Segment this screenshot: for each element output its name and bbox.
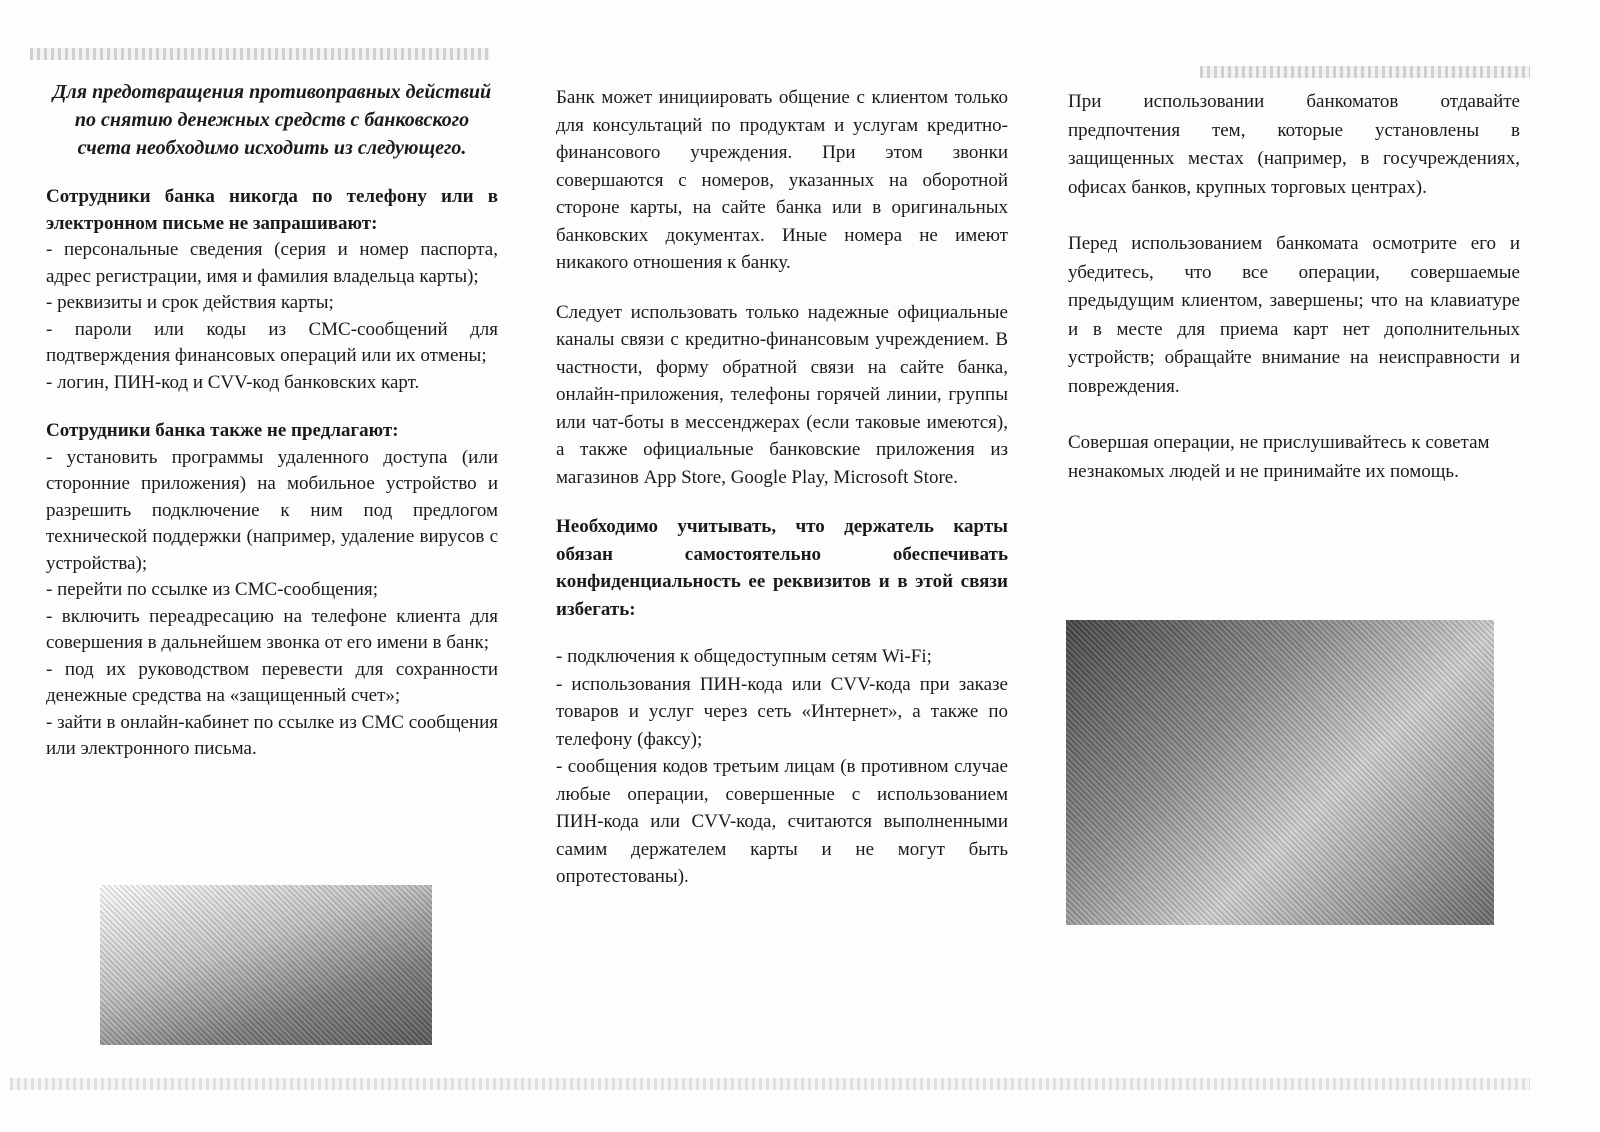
column-left [46, 78, 498, 763]
column-right [1068, 88, 1520, 508]
photo-card-in-hand [100, 885, 432, 1045]
scan-artifact-top-left [30, 48, 490, 60]
list-item: - зайти в онлайн-кабинет по ссылке из СМС сообщения или электронного письма. [46, 711, 498, 759]
scan-artifact-bottom [10, 1078, 1530, 1090]
section-heading-avoid: Необходимо учитывать, что держатель карты обязан самостоятельно обеспечивать конфиденциальность ее реквизитов и в этой связи избегать: [556, 516, 1008, 620]
list-item: - установить программы удаленного доступа (или сторонние приложения) на мобильное устройство и разрешить подключение к ним под предлогом технической поддержки (например, удаление вирусов с устройства); [46, 446, 498, 574]
photo-atm-keypad [1066, 620, 1494, 925]
paragraph-strangers: Совершая операции, не прислушивайтесь к советам незнакомых людей и не принимайте их помощь. [1068, 432, 1490, 482]
paragraph-bank-contact: Банк может инициировать общение с клиентом только для консультаций по продуктам и услугам кредитно-финансового учреждения. При этом звонки совершаются с номеров, указанных на оборотной стороне карты, на сайте банка или в оригинальных банковских документах. Иные номера не имеют никакого отношения к банку. [556, 87, 1008, 273]
list-item: - подключения к общедоступным сетям Wi-Fi; [556, 646, 932, 667]
list-item: - пароли или коды из СМС-сообщений для подтверждения финансовых операций или их отмены; [46, 318, 498, 366]
list-item: - под их руководством перевести для сохранности денежные средства на «защищенный счет»; [46, 658, 498, 706]
paragraph-atm-inspection: Перед использованием банкомата осмотрите его и убедитесь, что все операции, совершаемые предыдущим клиентом, завершены; что на клавиатуре и в месте для приема карт нет дополнительных устройств; обращайте внимание на неисправности и повреждения. [1068, 233, 1520, 397]
section-heading-never-ask: Сотрудники банка никогда по телефону или в электронном письме не запрашивают: [46, 186, 498, 234]
list-item: - логин, ПИН-код и CVV-код банковских карт. [46, 371, 420, 393]
list-item: - реквизиты и срок действия карты; [46, 292, 334, 313]
list-item: - персональные сведения (серия и номер паспорта, адрес регистрации, имя и фамилия владельца карты); [46, 239, 498, 287]
document-title: Для предотвращения противоправных действий по снятию денежных средств с банковского счета необходимо исходить из следующего. [52, 81, 492, 159]
scan-artifact-top-right [1200, 66, 1530, 78]
paragraph-official-channels: Следует использовать только надежные официальные каналы связи с кредитно-финансовым учреждением. В частности, форму обратной связи на сайте банка, онлайн-приложения, телефоны горячей линии, группы или чат-боты в мессенджерах (если таковые имеются), а также официальные банковские приложения из магазинов App Store, Google Play, Microsoft Store. [556, 301, 1008, 488]
paragraph-atm-location: При использовании банкоматов отдавайте предпочтения тем, которые установлены в защищенных местах (например, в госучреждениях, офисах банков, крупных торговых центрах). [1068, 91, 1520, 198]
list-item: - использования ПИН-кода или CVV-кода при заказе товаров и услуг через сеть «Интернет», а также по телефону (факсу); [556, 673, 1008, 750]
list-item: - включить переадресацию на телефоне клиента для совершения в дальнейшем звонка от его имени в банк; [46, 605, 498, 653]
list-item: - сообщения кодов третьим лицам (в противном случае любые операции, совершенные с использованием ПИН-кода или CVV-кода, считаются выполненными самим держателем карты и не могут быть опротестованы). [556, 756, 1008, 887]
list-item: - перейти по ссылке из СМС-сообщения; [46, 579, 378, 600]
column-middle [556, 84, 1008, 891]
section-heading-never-offer: Сотрудники банка также не предлагают: [46, 420, 399, 441]
